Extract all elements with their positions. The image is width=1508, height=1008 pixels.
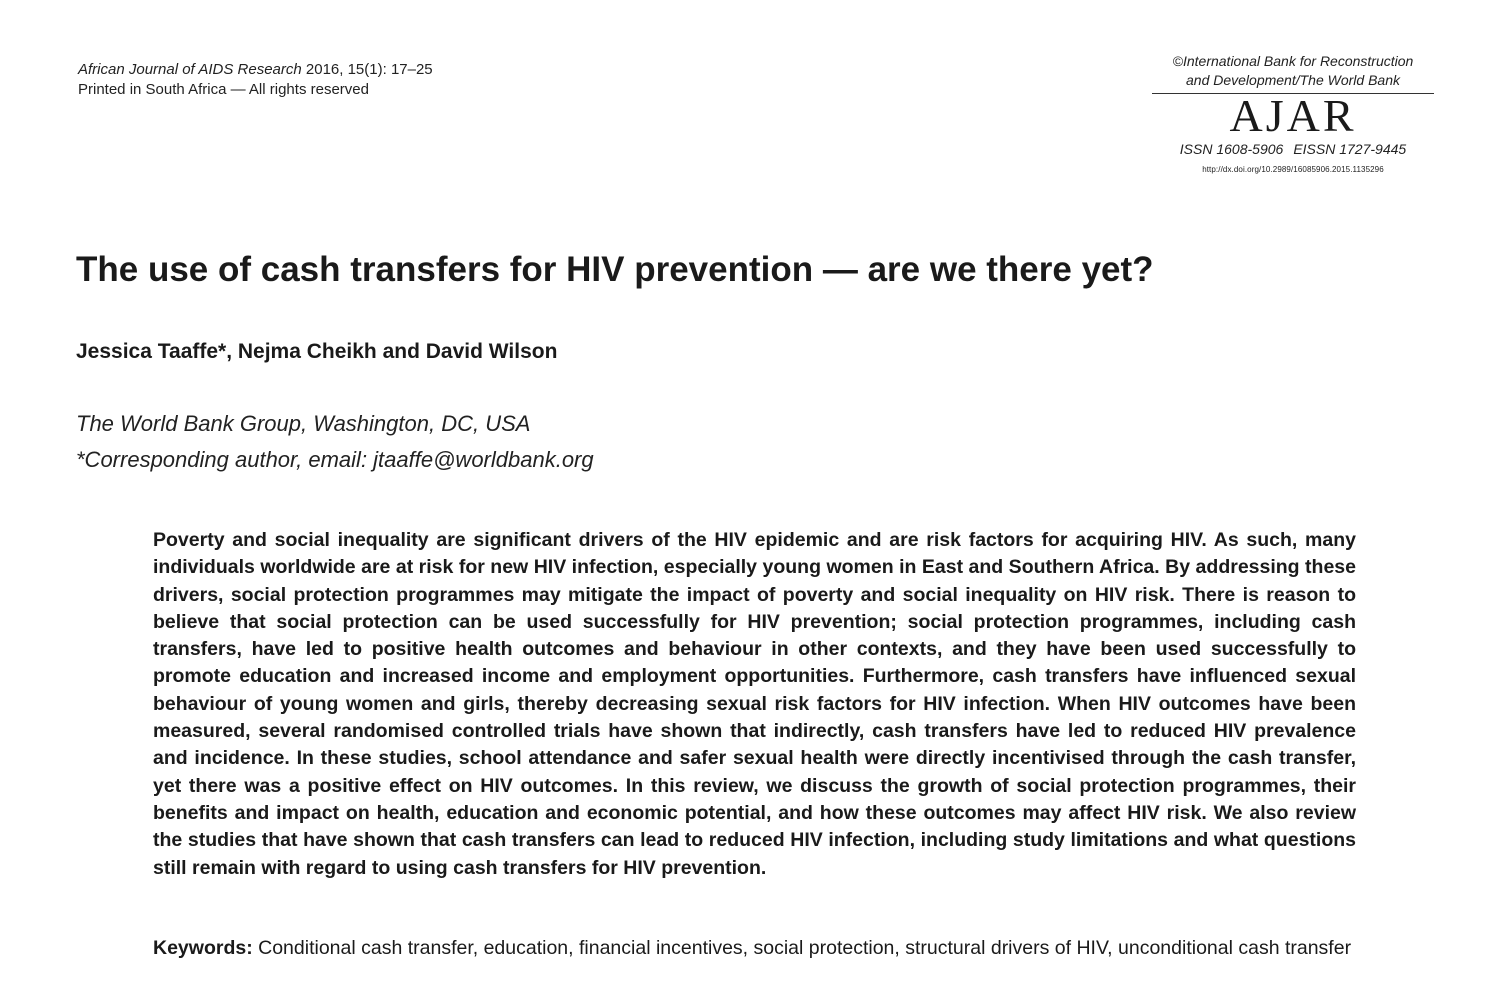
affiliation-block: [76, 406, 594, 478]
copyright-line-2: and Development/The World Bank: [1186, 72, 1400, 88]
issn: ISSN 1608-5906: [1179, 141, 1284, 157]
journal-citation: [78, 60, 433, 100]
eissn: EISSN 1727-9445: [1293, 141, 1407, 157]
copyright-line-1: ©International Bank for Reconstruction: [1172, 53, 1414, 69]
journal-masthead: [1152, 52, 1434, 176]
abstract: Poverty and social inequality are significant drivers of the HIV epidemic and are risk factors for acquiring HIV. As such, many individuals worldwide are at risk for new HIV infection, especially young women in East and Southern Africa. By addressing these drivers, social protection programmes may mitigate the impact of poverty and social inequality on HIV risk. There is reason to believe that social protection can be used successfully for HIV prevention; social protection programmes, including cash transfers, have led to positive health outcomes and behaviour in other contexts, and they have been used successfully to promote education and increased income and employment opportunities. Furthermore, cash transfers have influenced sexual behaviour of young women and girls, thereby decreasing sexual risk factors for HIV infection. When HIV outcomes have been measured, several randomised controlled trials have shown that indirectly, cash transfers have led to reduced HIV prevalence and incidence. In these studies, school attendance and safer sexual health were directly incentivised through the cash transfer, yet there was a positive effect on HIV outcomes. In this review, we discuss the growth of social protection programmes, their benefits and impact on health, education and economic potential, and how these outcomes may affect HIV risk. We also review the studies that have shown that cash transfers can lead to reduced HIV infection, including study limitations and what questions still remain with regard to using cash transfers for HIV prevention.: [153, 529, 1356, 879]
citation-line: [78, 60, 433, 80]
copyright-notice: [1152, 52, 1434, 94]
doi-link[interactable]: http://dx.doi.org/10.2989/16085906.2015.1135296: [1202, 165, 1384, 174]
keywords-label: Keywords:: [153, 937, 253, 959]
affiliation: The World Bank Group, Washington, DC, USA: [76, 411, 531, 436]
printed-notice: Printed in South Africa — All rights reserved: [78, 81, 369, 98]
volume-pages: 2016, 15(1): 17–25: [301, 61, 433, 78]
keywords-list: Conditional cash transfer, education, financial incentives, social protection, structural drivers of HIV, unconditional cash transfer: [252, 937, 1352, 959]
author-list: Jessica Taaffe*, Nejma Cheikh and David Wilson: [76, 340, 558, 363]
keywords: [153, 935, 1356, 961]
journal-logo: AJAR: [1229, 90, 1357, 141]
journal-name: African Journal of AIDS Research: [78, 61, 302, 78]
article-title: The use of cash transfers for HIV prevention — are we there yet?: [76, 250, 1154, 289]
corresponding-author: *Corresponding author, email: jtaaffe@worldbank.org: [76, 447, 594, 472]
issn-line: [1152, 140, 1434, 158]
